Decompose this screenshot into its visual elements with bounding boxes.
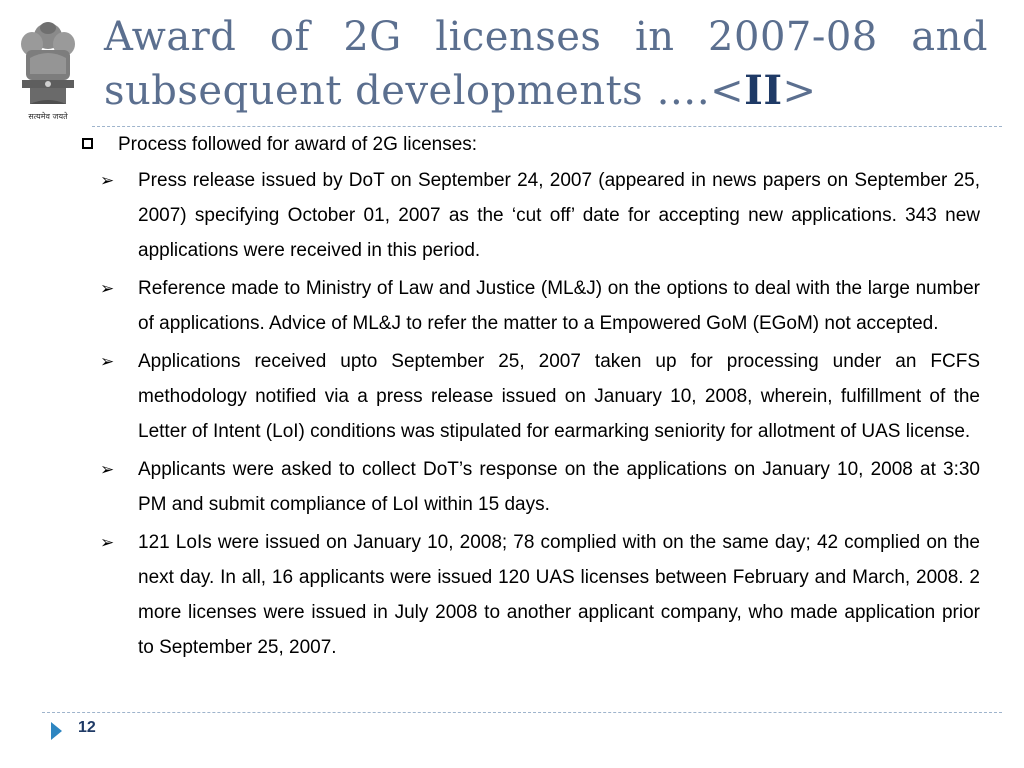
list-item-text: Press release issued by DoT on September 24, 2007 (appeared in news papers on September 25, 2007) specifying October 01, 2007 as the ‘cut off’ date for accepting new applications. 343 new applications were received in this period. <box>138 170 980 261</box>
list-item-text: Applicants were asked to collect DoT’s response on the applications on January 10, 2008 at 3:30 PM and submit compliance of LoI within 15 days. <box>138 459 980 515</box>
slide-content <box>80 128 980 665</box>
arrow-bullet-icon: ➢ <box>100 460 115 479</box>
list-item <box>80 344 980 449</box>
title-text: Award of 2G licenses in 2007-08 and subsequent developments ….< <box>104 14 988 114</box>
title-roman-numeral: II <box>744 67 783 114</box>
list-item-text: Applications received upto September 25, 2007 taken up for processing under an FCFS methodology notified via a press release issued on January 10, 2008, wherein, fulfillment of the Letter of Intent (LoI) conditions was stipulated for earmarking seniority for allotment of UAS license. <box>138 351 980 442</box>
page-number: 12 <box>78 719 96 736</box>
list-item <box>80 525 980 665</box>
title-divider <box>92 126 1002 127</box>
square-bullet-icon <box>82 138 93 149</box>
slide-title <box>104 10 988 118</box>
heading-bullet <box>80 130 980 160</box>
title-closing-bracket: > <box>782 68 817 114</box>
footer-divider <box>42 712 1002 713</box>
arrow-bullet-icon: ➢ <box>100 352 115 371</box>
list-item <box>80 271 980 341</box>
arrow-bullet-icon: ➢ <box>100 171 115 190</box>
list-item <box>80 452 980 522</box>
list-item-text: 121 LoIs were issued on January 10, 2008; 78 complied with on the same day; 42 complied on the next day. In all, 16 applicants were issued 120 UAS licenses between February and March, 2008. 2 more licenses were issued in July 2008 to another applicant company, who made application prior to September 25, 2007. <box>138 532 980 658</box>
emblem-motto: सत्यमेव जयते <box>28 112 68 121</box>
arrow-bullet-icon: ➢ <box>100 533 115 552</box>
list-item-text: Reference made to Ministry of Law and Justice (ML&J) on the options to deal with the large number of applications. Advice of ML&J to refer the matter to a Empowered GoM (EGoM) not accepted. <box>138 278 980 334</box>
triangle-marker-icon <box>51 722 62 740</box>
arrow-bullet-icon: ➢ <box>100 279 115 298</box>
heading-text: Process followed for award of 2G licenses: <box>118 134 478 155</box>
national-emblem-icon <box>12 14 84 126</box>
list-item <box>80 163 980 268</box>
